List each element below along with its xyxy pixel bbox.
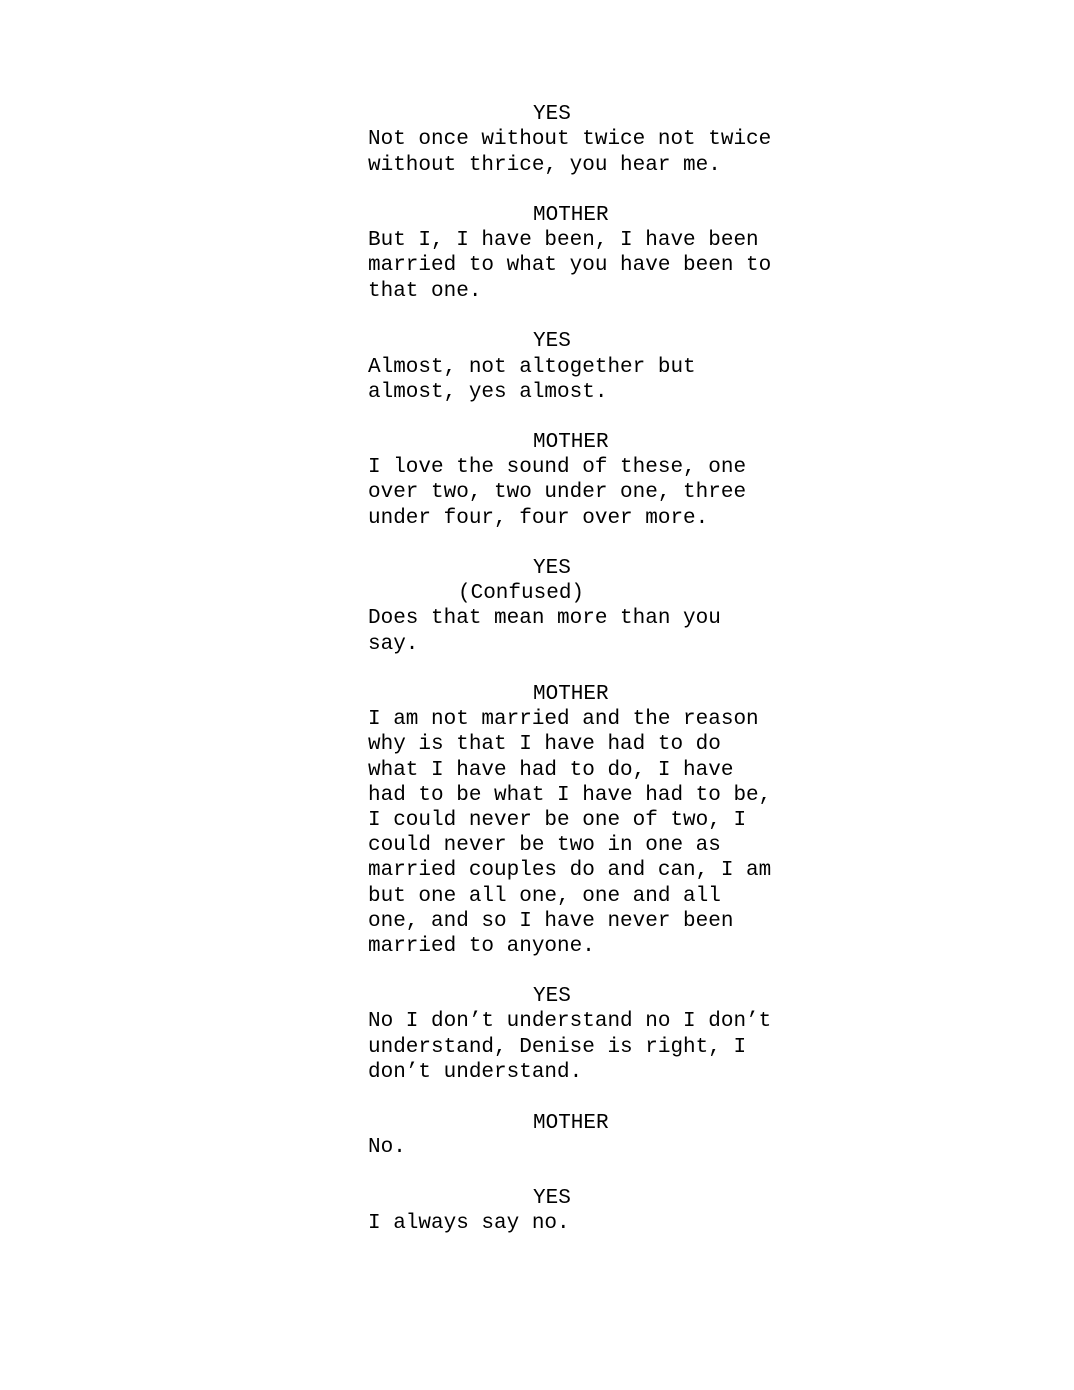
dialogue-line: I always say no. [368,1212,570,1235]
character-name: MOTHER [533,1112,609,1135]
character-name: MOTHER [533,431,609,454]
dialogue-line: what I have had to do, I have [368,759,734,782]
character-name: YES [533,985,571,1008]
dialogue-line: say. [368,633,419,656]
dialogue-line: could never be two in one as [368,834,721,857]
dialogue-line: under four, four over more. [368,507,709,530]
dialogue-line: married to what you have been to [368,254,772,277]
dialogue-line: I love the sound of these, one [368,456,747,479]
dialogue-line: Does that mean more than you [368,607,721,630]
dialogue-line: don’t understand. [368,1061,583,1084]
dialogue-line: one, and so I have never been [368,910,734,933]
dialogue-line: that one. [368,280,482,303]
dialogue-line: married to anyone. [368,935,595,958]
dialogue-line: over two, two under one, three [368,481,747,504]
character-name: YES [533,557,571,580]
dialogue-line: Not once without twice not twice [368,128,772,151]
dialogue-line: I could never be one of two, I [368,809,747,832]
dialogue-line: married couples do and can, I am [368,859,772,882]
dialogue-line: without thrice, you hear me. [368,154,721,177]
character-name: YES [533,330,571,353]
parenthetical: (Confused) [458,582,585,605]
dialogue-line: almost, yes almost. [368,381,608,404]
dialogue-line: but one all one, one and all [368,885,721,908]
character-name: YES [533,103,571,126]
dialogue-line: But I, I have been, I have been [368,229,759,252]
dialogue-line: No I don’t understand no I don’t [368,1010,772,1033]
dialogue-line: Almost, not altogether but [368,356,696,379]
dialogue-line: No. [368,1136,406,1159]
dialogue-line: had to be what I have had to be, [368,784,772,807]
character-name: YES [533,1187,571,1210]
dialogue-line: understand, Denise is right, I [368,1036,747,1059]
dialogue-line: I am not married and the reason [368,708,759,731]
character-name: MOTHER [533,204,609,227]
dialogue-line: why is that I have had to do [368,733,721,756]
character-name: MOTHER [533,683,609,706]
